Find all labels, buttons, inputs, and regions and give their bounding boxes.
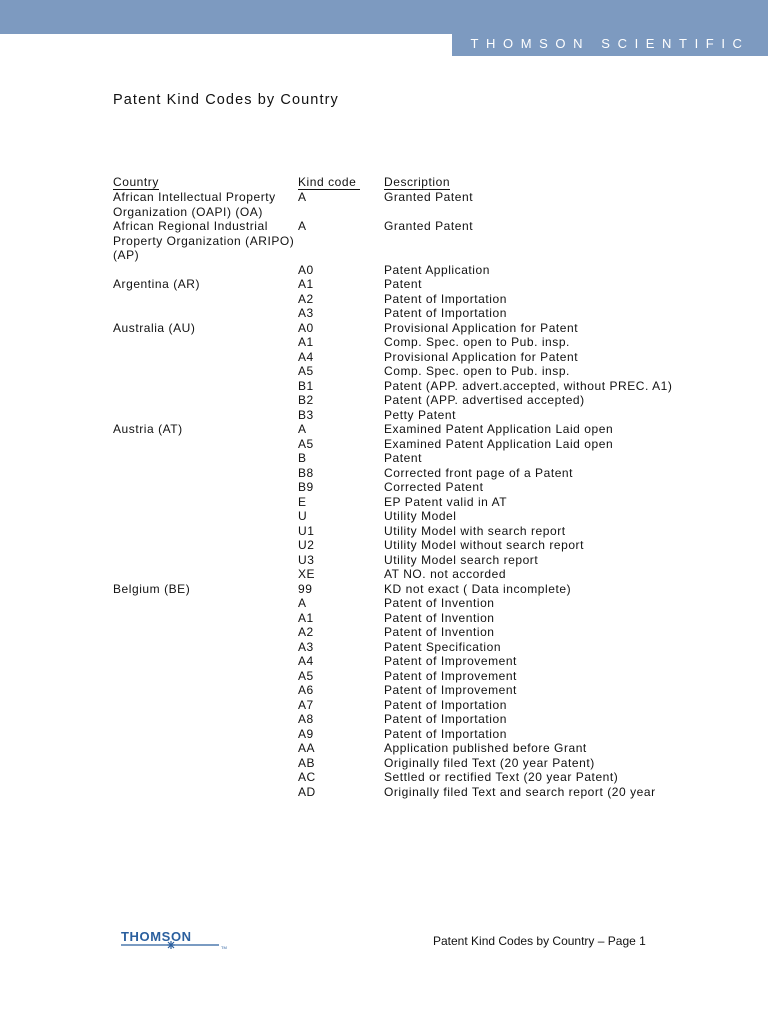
description-cell: Patent (APP. advert.accepted, without PREC. A1) (384, 378, 673, 393)
kind-code-cell: A1 (298, 335, 314, 349)
description-cell: Granted Patent (384, 190, 474, 204)
kind-code-cell: B (298, 451, 307, 465)
kind-code-cell: B8 (298, 465, 314, 480)
table-row (113, 669, 713, 684)
table-row (113, 538, 713, 553)
kind-code-cell: E (298, 494, 307, 509)
table-row (113, 567, 713, 582)
country-cell (113, 712, 298, 727)
table-row (113, 770, 713, 785)
kind-codes-table (113, 175, 713, 799)
description-cell: Patent of Importation (384, 306, 507, 320)
country-cell (113, 553, 298, 568)
description-cell: Utility Model (384, 509, 457, 523)
footer-page-label: Patent Kind Codes by Country – Page 1 (433, 934, 646, 948)
country-cell (113, 625, 298, 640)
description-cell: KD not exact ( Data incomplete) (384, 581, 572, 596)
table-row (113, 379, 713, 394)
table-row (113, 654, 713, 669)
table-row (113, 611, 713, 626)
kind-code-cell: U2 (298, 538, 315, 552)
country-cell: African Regional Industrial Property Organization (ARIPO) (AP) (113, 219, 295, 262)
country-cell (113, 524, 298, 539)
description-cell: Patent (384, 451, 422, 465)
kind-code-cell: A3 (298, 639, 314, 654)
table-row (113, 509, 713, 524)
kind-code-cell: U1 (298, 523, 315, 538)
country-cell (113, 785, 298, 800)
description-cell: Corrected front page of a Patent (384, 465, 574, 480)
country-cell (113, 408, 298, 423)
kind-code-cell: AC (298, 770, 316, 784)
table-row (113, 480, 713, 495)
table-row (113, 712, 713, 727)
table-row (113, 422, 713, 437)
table-row (113, 640, 713, 655)
page-title: Patent Kind Codes by Country (113, 92, 339, 108)
table-row (113, 335, 713, 350)
kind-code-cell: AA (298, 741, 316, 755)
country-cell (113, 451, 298, 466)
kind-code-cell: A (298, 190, 307, 204)
kind-code-cell: A (298, 422, 307, 436)
country-cell: Belgium (BE) (113, 581, 191, 596)
table-row (113, 698, 713, 713)
country-cell (113, 567, 298, 582)
country-cell (113, 350, 298, 365)
table-row (113, 683, 713, 698)
table-row (113, 292, 713, 307)
country-cell (113, 292, 298, 307)
description-cell: Provisional Application for Patent (384, 349, 579, 364)
table-row (113, 495, 713, 510)
kind-code-cell: U (298, 509, 308, 523)
kind-code-cell: A4 (298, 654, 314, 668)
description-cell: Patent of Improvement (384, 683, 517, 697)
description-cell: Application published before Grant (384, 741, 587, 755)
table-header (113, 175, 713, 190)
country-cell (113, 480, 298, 495)
table-row (113, 393, 713, 408)
kind-code-cell: A (298, 219, 307, 233)
country-cell: African Intellectual Property Organization (OAPI) (OA) (113, 190, 276, 219)
country-cell (113, 538, 298, 553)
table-row (113, 466, 713, 481)
table-row (113, 350, 713, 365)
kind-code-column-header: Kind code (298, 175, 361, 189)
table-row (113, 190, 713, 219)
table-row (113, 263, 713, 278)
description-cell: EP Patent valid in AT (384, 494, 508, 509)
table-row (113, 756, 713, 771)
kind-code-cell: A0 (298, 262, 314, 277)
kind-code-cell: B3 (298, 407, 314, 422)
kind-code-cell: A (298, 596, 307, 610)
kind-code-cell: A4 (298, 349, 314, 364)
table-row (113, 596, 713, 611)
description-cell: Utility Model search report (384, 552, 539, 567)
country-cell (113, 770, 298, 785)
country-cell (113, 495, 298, 510)
table-row (113, 408, 713, 423)
description-cell: Comp. Spec. open to Pub. insp. (384, 335, 570, 349)
kind-code-cell: A6 (298, 683, 314, 697)
kind-code-cell: A5 (298, 364, 314, 378)
kind-code-cell: A5 (298, 436, 314, 451)
description-cell: Originally filed Text and search report (20 year (384, 784, 656, 799)
table-row (113, 219, 713, 263)
description-cell: Patent of Importation (384, 712, 507, 726)
table-row (113, 785, 713, 800)
kind-code-cell: A2 (298, 291, 314, 306)
table-row (113, 553, 713, 568)
country-column-header: Country (113, 175, 159, 189)
trademark-mark: TM (221, 945, 227, 950)
description-column-header: Description (384, 175, 451, 189)
country-cell (113, 466, 298, 481)
description-cell: Corrected Patent (384, 480, 484, 494)
country-cell (113, 509, 298, 524)
kind-code-cell: B1 (298, 378, 314, 393)
kind-code-cell: A1 (298, 610, 314, 625)
table-row (113, 625, 713, 640)
kind-code-cell: A3 (298, 306, 314, 320)
country-cell (113, 654, 298, 669)
country-cell (113, 669, 298, 684)
kind-code-cell: XE (298, 567, 316, 581)
kind-code-cell: A1 (298, 277, 314, 291)
description-cell: Patent of Invention (384, 610, 495, 625)
country-cell (113, 683, 298, 698)
description-cell: Patent of Importation (384, 697, 507, 712)
description-cell: Examined Patent Application Laid open (384, 422, 614, 436)
description-cell: Provisional Application for Patent (384, 320, 579, 335)
description-cell: Examined Patent Application Laid open (384, 436, 614, 451)
kind-code-cell: A7 (298, 697, 314, 712)
kind-code-cell: B2 (298, 393, 314, 407)
description-cell: Patent of Improvement (384, 654, 517, 668)
kind-code-cell: B9 (298, 480, 314, 494)
country-cell (113, 379, 298, 394)
description-cell: Originally filed Text (20 year Patent) (384, 755, 595, 770)
country-cell (113, 727, 298, 742)
thomson-logo (121, 929, 231, 958)
country-cell: Australia (AU) (113, 320, 196, 335)
thomson-logo-text: THOMSON (121, 929, 192, 944)
table-row (113, 437, 713, 452)
table-row (113, 451, 713, 466)
description-cell: Patent (384, 277, 422, 291)
country-cell (113, 596, 298, 611)
table-row (113, 277, 713, 292)
kind-code-cell: A9 (298, 726, 314, 741)
brand-banner (452, 0, 768, 56)
table-row (113, 524, 713, 539)
table-row (113, 741, 713, 756)
description-cell: Patent of Importation (384, 726, 507, 741)
country-cell (113, 364, 298, 379)
description-cell: Patent Application (384, 262, 490, 277)
country-cell (113, 611, 298, 626)
table-row (113, 727, 713, 742)
kind-code-cell: A2 (298, 625, 314, 639)
brand-name: THOMSON SCIENTIFIC (470, 36, 750, 51)
description-cell: Patent of Improvement (384, 668, 517, 683)
kind-code-cell: A8 (298, 712, 314, 726)
description-cell: Settled or rectified Text (20 year Patent) (384, 770, 619, 784)
country-cell (113, 263, 298, 278)
description-cell: Comp. Spec. open to Pub. insp. (384, 364, 570, 378)
description-cell: Granted Patent (384, 219, 474, 233)
kind-code-cell: A5 (298, 668, 314, 683)
country-cell (113, 741, 298, 756)
description-cell: Patent Specification (384, 639, 502, 654)
description-cell: Patent of Importation (384, 291, 507, 306)
table-row (113, 582, 713, 597)
table-row (113, 321, 713, 336)
country-cell (113, 306, 298, 321)
kind-code-cell: AB (298, 755, 316, 770)
table-body (113, 190, 713, 799)
country-cell (113, 335, 298, 350)
description-cell: Patent (APP. advertised accepted) (384, 393, 585, 407)
kind-code-cell: 99 (298, 581, 313, 596)
table-row (113, 306, 713, 321)
country-cell (113, 756, 298, 771)
country-cell: Austria (AT) (113, 422, 183, 436)
kind-code-cell: U3 (298, 552, 315, 567)
country-cell: Argentina (AR) (113, 277, 201, 291)
country-cell (113, 393, 298, 408)
description-cell: Utility Model with search report (384, 523, 566, 538)
description-cell: Patent of Invention (384, 596, 495, 610)
country-cell (113, 698, 298, 713)
table-row (113, 364, 713, 379)
description-cell: AT NO. not accorded (384, 567, 507, 581)
kind-code-cell: AD (298, 784, 316, 799)
description-cell: Petty Patent (384, 407, 456, 422)
description-cell: Utility Model without search report (384, 538, 584, 552)
kind-code-cell: A0 (298, 320, 314, 335)
description-cell: Patent of Invention (384, 625, 495, 639)
country-cell (113, 437, 298, 452)
country-cell (113, 640, 298, 655)
